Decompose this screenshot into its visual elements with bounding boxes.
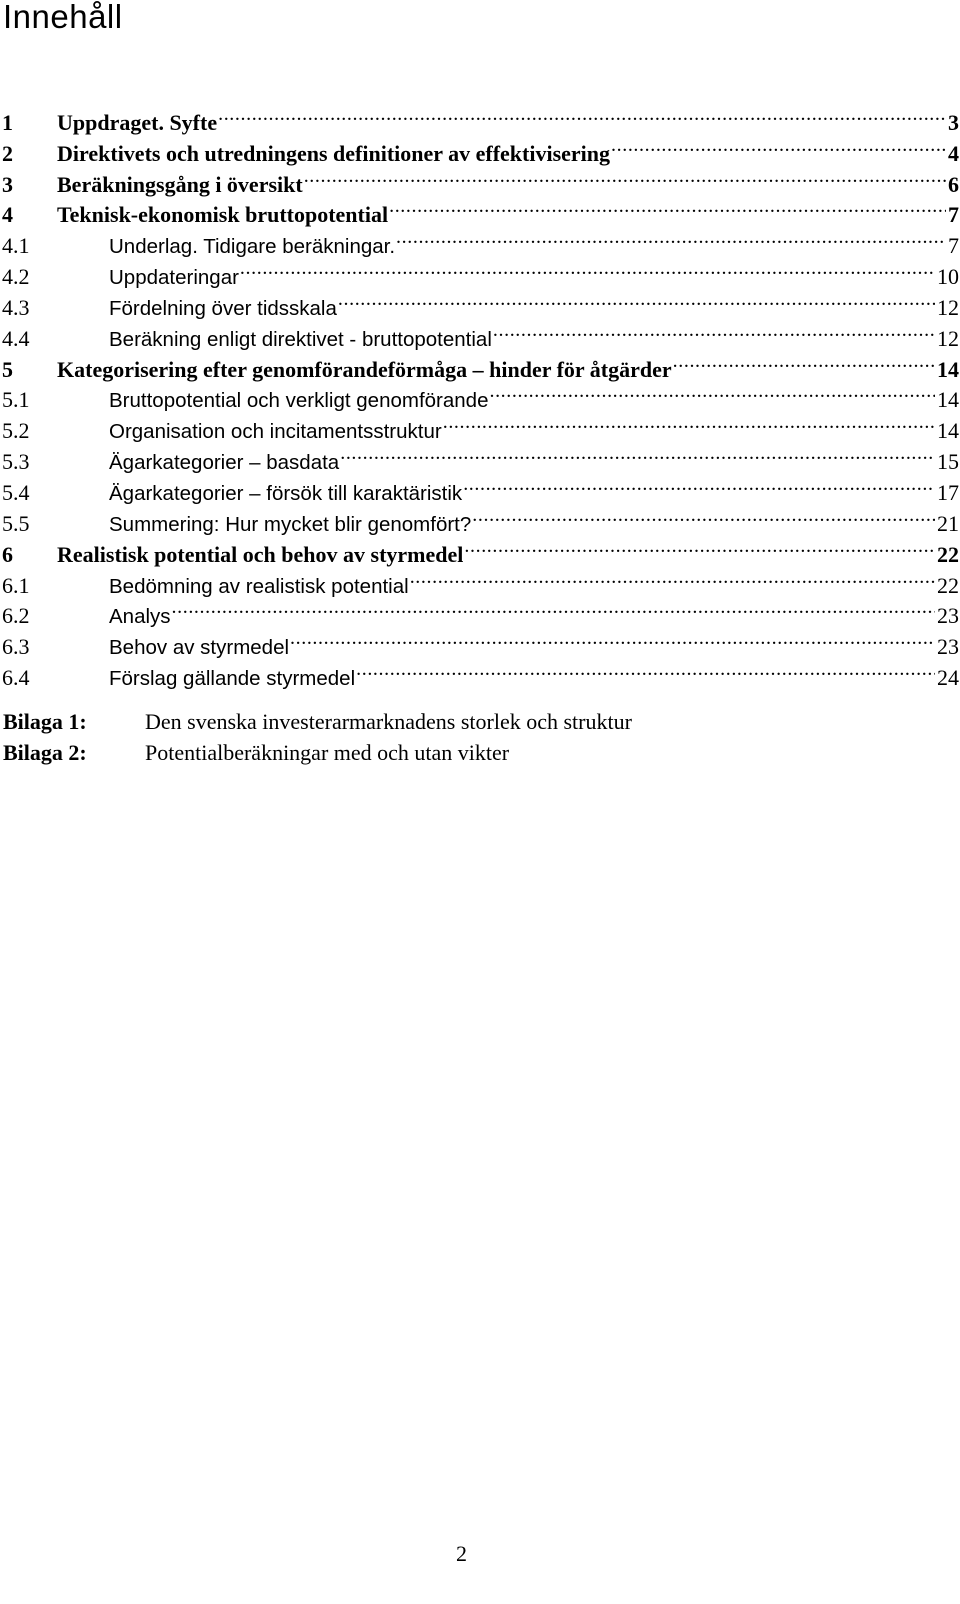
dot-leader <box>172 593 935 624</box>
appendix-list <box>3 706 632 768</box>
toc-entry-page: 4 <box>948 140 959 166</box>
toc-entry-6[interactable] <box>2 531 959 567</box>
toc-entry-5-2[interactable] <box>2 407 959 444</box>
toc-entry-page: 24 <box>937 665 959 691</box>
toc-entry-2[interactable] <box>2 130 959 166</box>
toc-entry-4-1[interactable] <box>2 222 959 259</box>
toc-entry-number: 6.3 <box>2 634 30 660</box>
toc-entry-title: Underlag. Tidigare beräkningar. <box>109 235 396 259</box>
toc-entry-number: 5 <box>2 356 13 382</box>
appendix-title: Den svenska investerarmarknadens storlek och struktur <box>145 709 632 734</box>
toc-entry-title: Organisation och incitamentsstruktur <box>109 420 442 444</box>
toc-entry-page: 6 <box>948 171 959 197</box>
appendix-label: Bilaga 2: <box>3 740 87 765</box>
page-title: Innehåll <box>3 0 123 35</box>
toc-entry-title: Realistisk potential och behov av styrmedel <box>57 541 464 567</box>
toc-entry-title: Kategorisering efter genomförandeförmåga – hinder för åtgärder <box>57 356 672 382</box>
toc-entry-number: 2 <box>2 140 13 166</box>
dot-leader <box>356 654 935 685</box>
toc-entry-6-2[interactable] <box>2 593 959 629</box>
appendix-label: Bilaga 1: <box>3 709 87 734</box>
toc-entry-page: 14 <box>937 418 959 444</box>
dot-leader <box>389 192 946 223</box>
toc-entry-title: Summering: Hur mycket blir genomfört? <box>109 512 472 536</box>
dot-leader <box>340 438 935 469</box>
toc-entry-5-1[interactable] <box>2 377 959 413</box>
toc-entry-page: 15 <box>937 449 959 475</box>
toc-entry-number: 5.5 <box>2 510 30 536</box>
toc-entry-number: 3 <box>2 171 13 197</box>
toc-entry-number: 6 <box>2 541 13 567</box>
dot-leader <box>304 161 946 192</box>
toc-entry-number: 4 <box>2 202 13 228</box>
toc-entry-number: 4.3 <box>2 294 30 320</box>
toc-entry-page: 22 <box>937 541 959 567</box>
toc-entry-6-1[interactable] <box>2 562 959 598</box>
dot-leader <box>338 284 935 315</box>
toc-entry-number: 4.2 <box>2 264 30 290</box>
dot-leader <box>489 377 935 408</box>
appendix-item-2 <box>3 737 632 768</box>
toc-entry-number: 6.4 <box>2 665 30 691</box>
toc-entry-title: Analys <box>109 605 171 629</box>
toc-entry-page: 14 <box>937 387 959 413</box>
toc-entry-title: Fördelning över tidsskala <box>109 296 337 320</box>
toc-entry-title: Bruttopotential och verkligt genomförande <box>109 389 489 413</box>
dot-leader <box>673 346 935 377</box>
toc-entry-number: 5.3 <box>2 449 30 475</box>
dot-leader <box>410 562 935 593</box>
toc-entry-5-5[interactable] <box>2 500 959 536</box>
dot-leader <box>396 222 946 253</box>
dot-leader <box>240 253 935 284</box>
toc-entry-title: Behov av styrmedel <box>109 636 290 660</box>
toc-entry-title: Teknisk-ekonomisk bruttopotential <box>57 202 389 228</box>
dot-leader <box>611 130 946 161</box>
toc-entry-page: 23 <box>937 634 959 660</box>
toc-entry-page: 3 <box>948 109 959 135</box>
toc-entry-6-3[interactable] <box>2 623 959 660</box>
toc-entry-number: 5.2 <box>2 418 30 444</box>
dot-leader <box>218 99 946 130</box>
table-of-contents <box>2 99 959 691</box>
toc-entry-number: 4.1 <box>2 233 30 259</box>
toc-entry-page: 12 <box>937 294 959 320</box>
toc-entry-title: Förslag gällande styrmedel <box>109 667 356 691</box>
toc-entry-title: Ägarkategorier – basdata <box>109 451 340 475</box>
toc-entry-5-3[interactable] <box>2 438 959 475</box>
toc-entry-3[interactable] <box>2 161 959 197</box>
toc-entry-page: 21 <box>937 510 959 536</box>
toc-entry-page: 22 <box>937 572 959 598</box>
toc-entry-number: 5.4 <box>2 479 30 505</box>
page-number: 2 <box>456 1541 467 1566</box>
toc-entry-page: 17 <box>937 479 959 505</box>
toc-entry-page: 7 <box>948 233 959 259</box>
appendix-item-1 <box>3 706 632 737</box>
toc-entry-title: Bedömning av realistisk potential <box>109 574 409 598</box>
toc-entry-page: 12 <box>937 325 959 351</box>
toc-entry-number: 6.2 <box>2 603 30 629</box>
toc-entry-page: 14 <box>937 356 959 382</box>
dot-leader <box>290 623 935 654</box>
toc-entry-title: Beräkning enligt direktivet - bruttopotential <box>109 327 492 351</box>
toc-entry-4[interactable] <box>2 192 959 228</box>
appendix-title: Potentialberäkningar med och utan vikter <box>145 740 510 765</box>
dot-leader <box>463 469 935 500</box>
toc-entry-title: Uppdraget. Syfte <box>57 109 218 135</box>
toc-entry-6-4[interactable] <box>2 654 959 691</box>
toc-entry-number: 5.1 <box>2 387 30 413</box>
toc-entry-number: 4.4 <box>2 325 30 351</box>
toc-entry-number: 1 <box>2 109 13 135</box>
toc-entry-page: 10 <box>937 264 959 290</box>
toc-entry-page: 23 <box>937 603 959 629</box>
toc-entry-1[interactable] <box>2 99 959 135</box>
toc-entry-title: Uppdateringar <box>109 266 239 290</box>
dot-leader <box>493 315 935 346</box>
toc-entry-5-4[interactable] <box>2 469 959 505</box>
toc-entry-4-2[interactable] <box>2 253 959 290</box>
toc-entry-4-4[interactable] <box>2 315 959 351</box>
toc-entry-number: 6.1 <box>2 572 30 598</box>
toc-entry-4-3[interactable] <box>2 284 959 320</box>
dot-leader <box>472 500 935 531</box>
dot-leader <box>464 531 935 562</box>
toc-entry-title: Direktivets och utredningens definitioner av effektivisering <box>57 140 611 166</box>
toc-entry-title: Ägarkategorier – försök till karaktäristik <box>109 481 463 505</box>
toc-entry-title: Beräkningsgång i översikt <box>57 171 303 197</box>
dot-leader <box>443 407 935 438</box>
toc-entry-5[interactable] <box>2 346 959 382</box>
toc-entry-page: 7 <box>948 202 959 228</box>
